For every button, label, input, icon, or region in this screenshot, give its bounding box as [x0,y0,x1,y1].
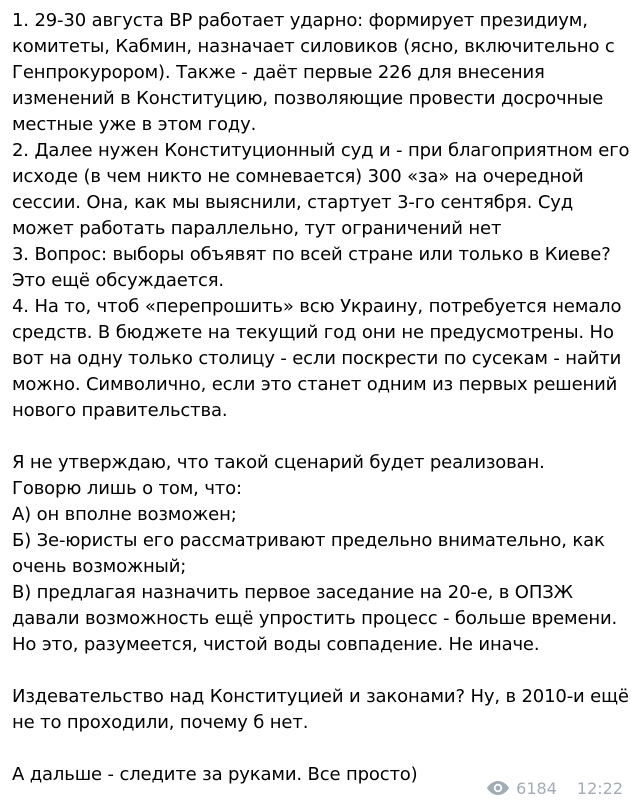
text-line: сессии. Она, как мы выяснили, стартует 3-го сентября. Суд [12,192,574,213]
text-line: А) он вполне возможен; [12,504,237,525]
text-line: Это ещё обсуждается. [12,270,224,291]
text-line: Б) Зе-юристы его рассматривают предельно внимательно, как [12,530,605,551]
text-line: Говорю лишь о том, что: [12,478,242,499]
text-line: исходе (в чем никто не сомневается) 300 «за» на очередной [12,166,584,187]
text-line: изменений в Конституцию, позволяющие провести досрочные [12,88,604,109]
text-line: очень возможный; [12,556,187,577]
text-line: В) предлагая назначить первое заседание на 20-е, в ОПЗЖ [12,582,573,603]
text-line: 2. Далее нужен Конституционный суд и - при благоприятном его [12,140,630,161]
eye-icon [486,780,510,796]
message-meta [486,777,623,799]
text-line: Но это, разумеется, чистой воды совпадение. Не иначе. [12,634,540,655]
text-line: 1. 29-30 августа ВР работает ударно: формирует президиум, [12,10,588,31]
text-line: не то проходили, почему б нет. [12,712,309,733]
message-time: 12:22 [576,778,623,798]
text-line: 3. Вопрос: выборы объявят по всей стране или только в Киеве? [12,244,611,265]
text-line: Издевательство над Конституцией и законами? Ну, в 2010-и ещё [12,686,629,707]
text-line: давали возможность ещё упростить процесс - больше времени. [12,608,618,629]
paragraph-gap [12,658,624,684]
message-text [12,8,630,788]
text-line: Я не утверждаю, что такой сценарий будет реализован. [12,452,545,473]
text-line: нового правительства. [12,400,228,421]
view-count: 6184 [516,778,557,798]
text-line: Генпрокурором). Также - даёт первые 226 для внесения [12,62,545,83]
text-line: комитеты, Кабмин, назначает силовиков (ясно, включительно с [12,36,615,57]
paragraph-3 [12,684,629,736]
paragraph-1 [12,8,630,424]
text-line: может работать параллельно, тут ограничений нет [12,218,502,239]
text-line: местные уже в этом году. [12,114,257,135]
text-line: средств. В бюджете на текущий год они не предусмотрены. Но [12,322,614,343]
paragraph-gap [12,736,624,762]
text-line: можно. Символично, если это станет одним из первых решений [12,374,618,395]
paragraph-2 [12,450,624,658]
text-line: А дальше - следите за руками. Все просто) [12,764,418,785]
paragraph-gap [12,424,624,450]
text-line: 4. На то, чтоб «перепрошить» всю Украину, потребуется немало [12,296,622,317]
text-line: вот на одну только столицу - если поскрести по сусекам - найти [12,348,622,369]
